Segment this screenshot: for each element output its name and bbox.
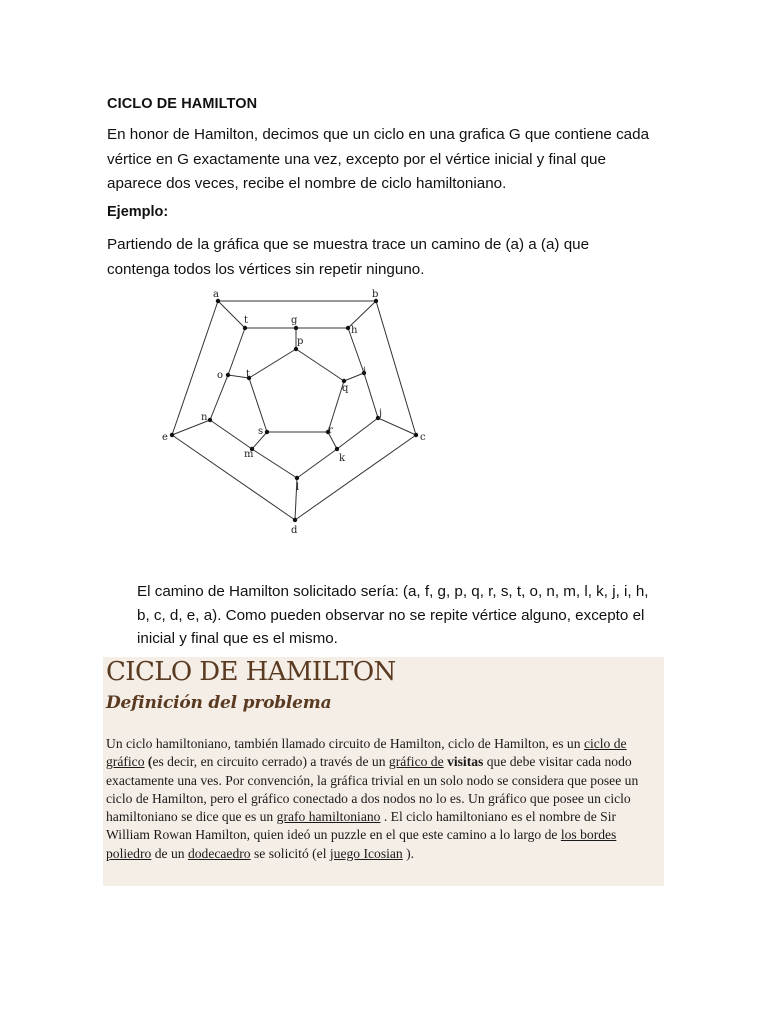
graph-vertex xyxy=(335,447,339,451)
vertex-label: n xyxy=(201,412,208,423)
graph-vertex xyxy=(208,418,212,422)
wiki-subtitle: Definición del problema xyxy=(106,693,332,713)
vertex-label: b xyxy=(372,289,379,300)
wiki-excerpt xyxy=(103,657,664,886)
vertex-label: o xyxy=(217,370,224,381)
wiki-body xyxy=(106,735,662,863)
wiki-text: de un xyxy=(151,845,188,861)
wiki-text: se solicitó (el xyxy=(250,845,330,861)
vertex-label: d xyxy=(291,525,298,536)
vertex-label: c xyxy=(420,432,426,443)
vertex-label: h xyxy=(351,325,358,336)
link-grafo-hamiltoniano[interactable]: grafo hamiltoniano xyxy=(276,809,381,825)
vertex-label: k xyxy=(339,453,346,464)
wiki-text: Un ciclo hamiltoniano, también llamado circuito de Hamilton, ciclo de Hamilton, es un xyxy=(106,736,584,751)
vertex-label: r xyxy=(328,425,333,436)
vertex-label: s xyxy=(258,426,264,437)
link-grafico-de[interactable]: gráfico de xyxy=(388,754,444,770)
vertex-label: m xyxy=(244,449,254,460)
wiki-title: CICLO DE HAMILTON xyxy=(106,657,396,687)
link-juego-icosian[interactable]: juego Icosian xyxy=(329,845,403,861)
vertex-label: a xyxy=(213,289,219,300)
wiki-text: ). xyxy=(402,845,415,861)
example-label: Ejemplo: xyxy=(107,204,169,220)
wiki-text: que debe visitar cada nodo exactamente una ves. Por convención, la gráfica trivial en un solo nodo se considera que posee un ciclo de Hamilton, pero el gráfico conectado a dos nodos no lo es. Un gráfico que posee un ciclo hamiltoniano se dice que es un xyxy=(106,754,639,825)
answer-paragraph: El camino de Hamilton solicitado sería: (a, f, g, p, q, r, s, t, o, n, m, l, k, j, i, h, b, c, d, e, a). Como pueden observar no se repite vértice alguno, excepto el inicial y final que es el mismo. xyxy=(137,583,649,647)
vertex-label: q xyxy=(342,383,349,394)
graph-vertex xyxy=(414,433,418,437)
wiki-bold-visitas: visitas xyxy=(447,754,484,770)
wiki-text: ( xyxy=(144,754,153,770)
example-paragraph: Partiendo de la gráfica que se muestra trace un camino de (a) a (a) que contenga todos los vértices sin repetir ninguno. xyxy=(107,236,590,278)
vertex-label: e xyxy=(162,432,168,443)
link-dodecaedro[interactable]: dodecaedro xyxy=(187,845,251,861)
vertex-label: j xyxy=(379,408,383,419)
intro-paragraph: En honor de Hamilton, decimos que un ciclo en una grafica G que contiene cada vértice en G exactamente una vez, excepto por el vértice inicial y final que aparece dos veces, recibe el nombre de ciclo hamiltoniano. xyxy=(107,126,650,192)
graph-vertex xyxy=(294,326,298,330)
vertex-label: l xyxy=(296,482,300,493)
vertex-label: i xyxy=(363,366,367,377)
vertex-label: p xyxy=(297,336,304,347)
dodecahedron-graph xyxy=(160,285,440,540)
vertex-label: g xyxy=(291,315,298,326)
graph-vertex xyxy=(295,476,299,480)
graph-vertex xyxy=(294,347,298,351)
wiki-text: es decir, en circuito cerrado) a través de un xyxy=(152,754,389,770)
vertex-label: t xyxy=(244,315,249,326)
section-heading: CICLO DE HAMILTON xyxy=(107,96,258,112)
link-ciclo-de-grafico[interactable]: ciclo de gráfico xyxy=(106,736,627,770)
graph-vertex xyxy=(226,373,230,377)
graph-vertex xyxy=(265,430,269,434)
graph-vertex xyxy=(346,326,350,330)
wiki-text: . El ciclo hamiltoniano es el nombre de Sir William Rowan Hamilton, quien ideó un puzzle en el que este camino a lo largo de xyxy=(106,809,617,843)
graph-vertex xyxy=(243,326,247,330)
graph-vertex xyxy=(293,518,297,522)
graph-vertex xyxy=(170,433,174,437)
link-bordes-poliedro[interactable]: los bordes poliedro xyxy=(106,827,617,861)
vertex-label: t xyxy=(246,369,251,380)
